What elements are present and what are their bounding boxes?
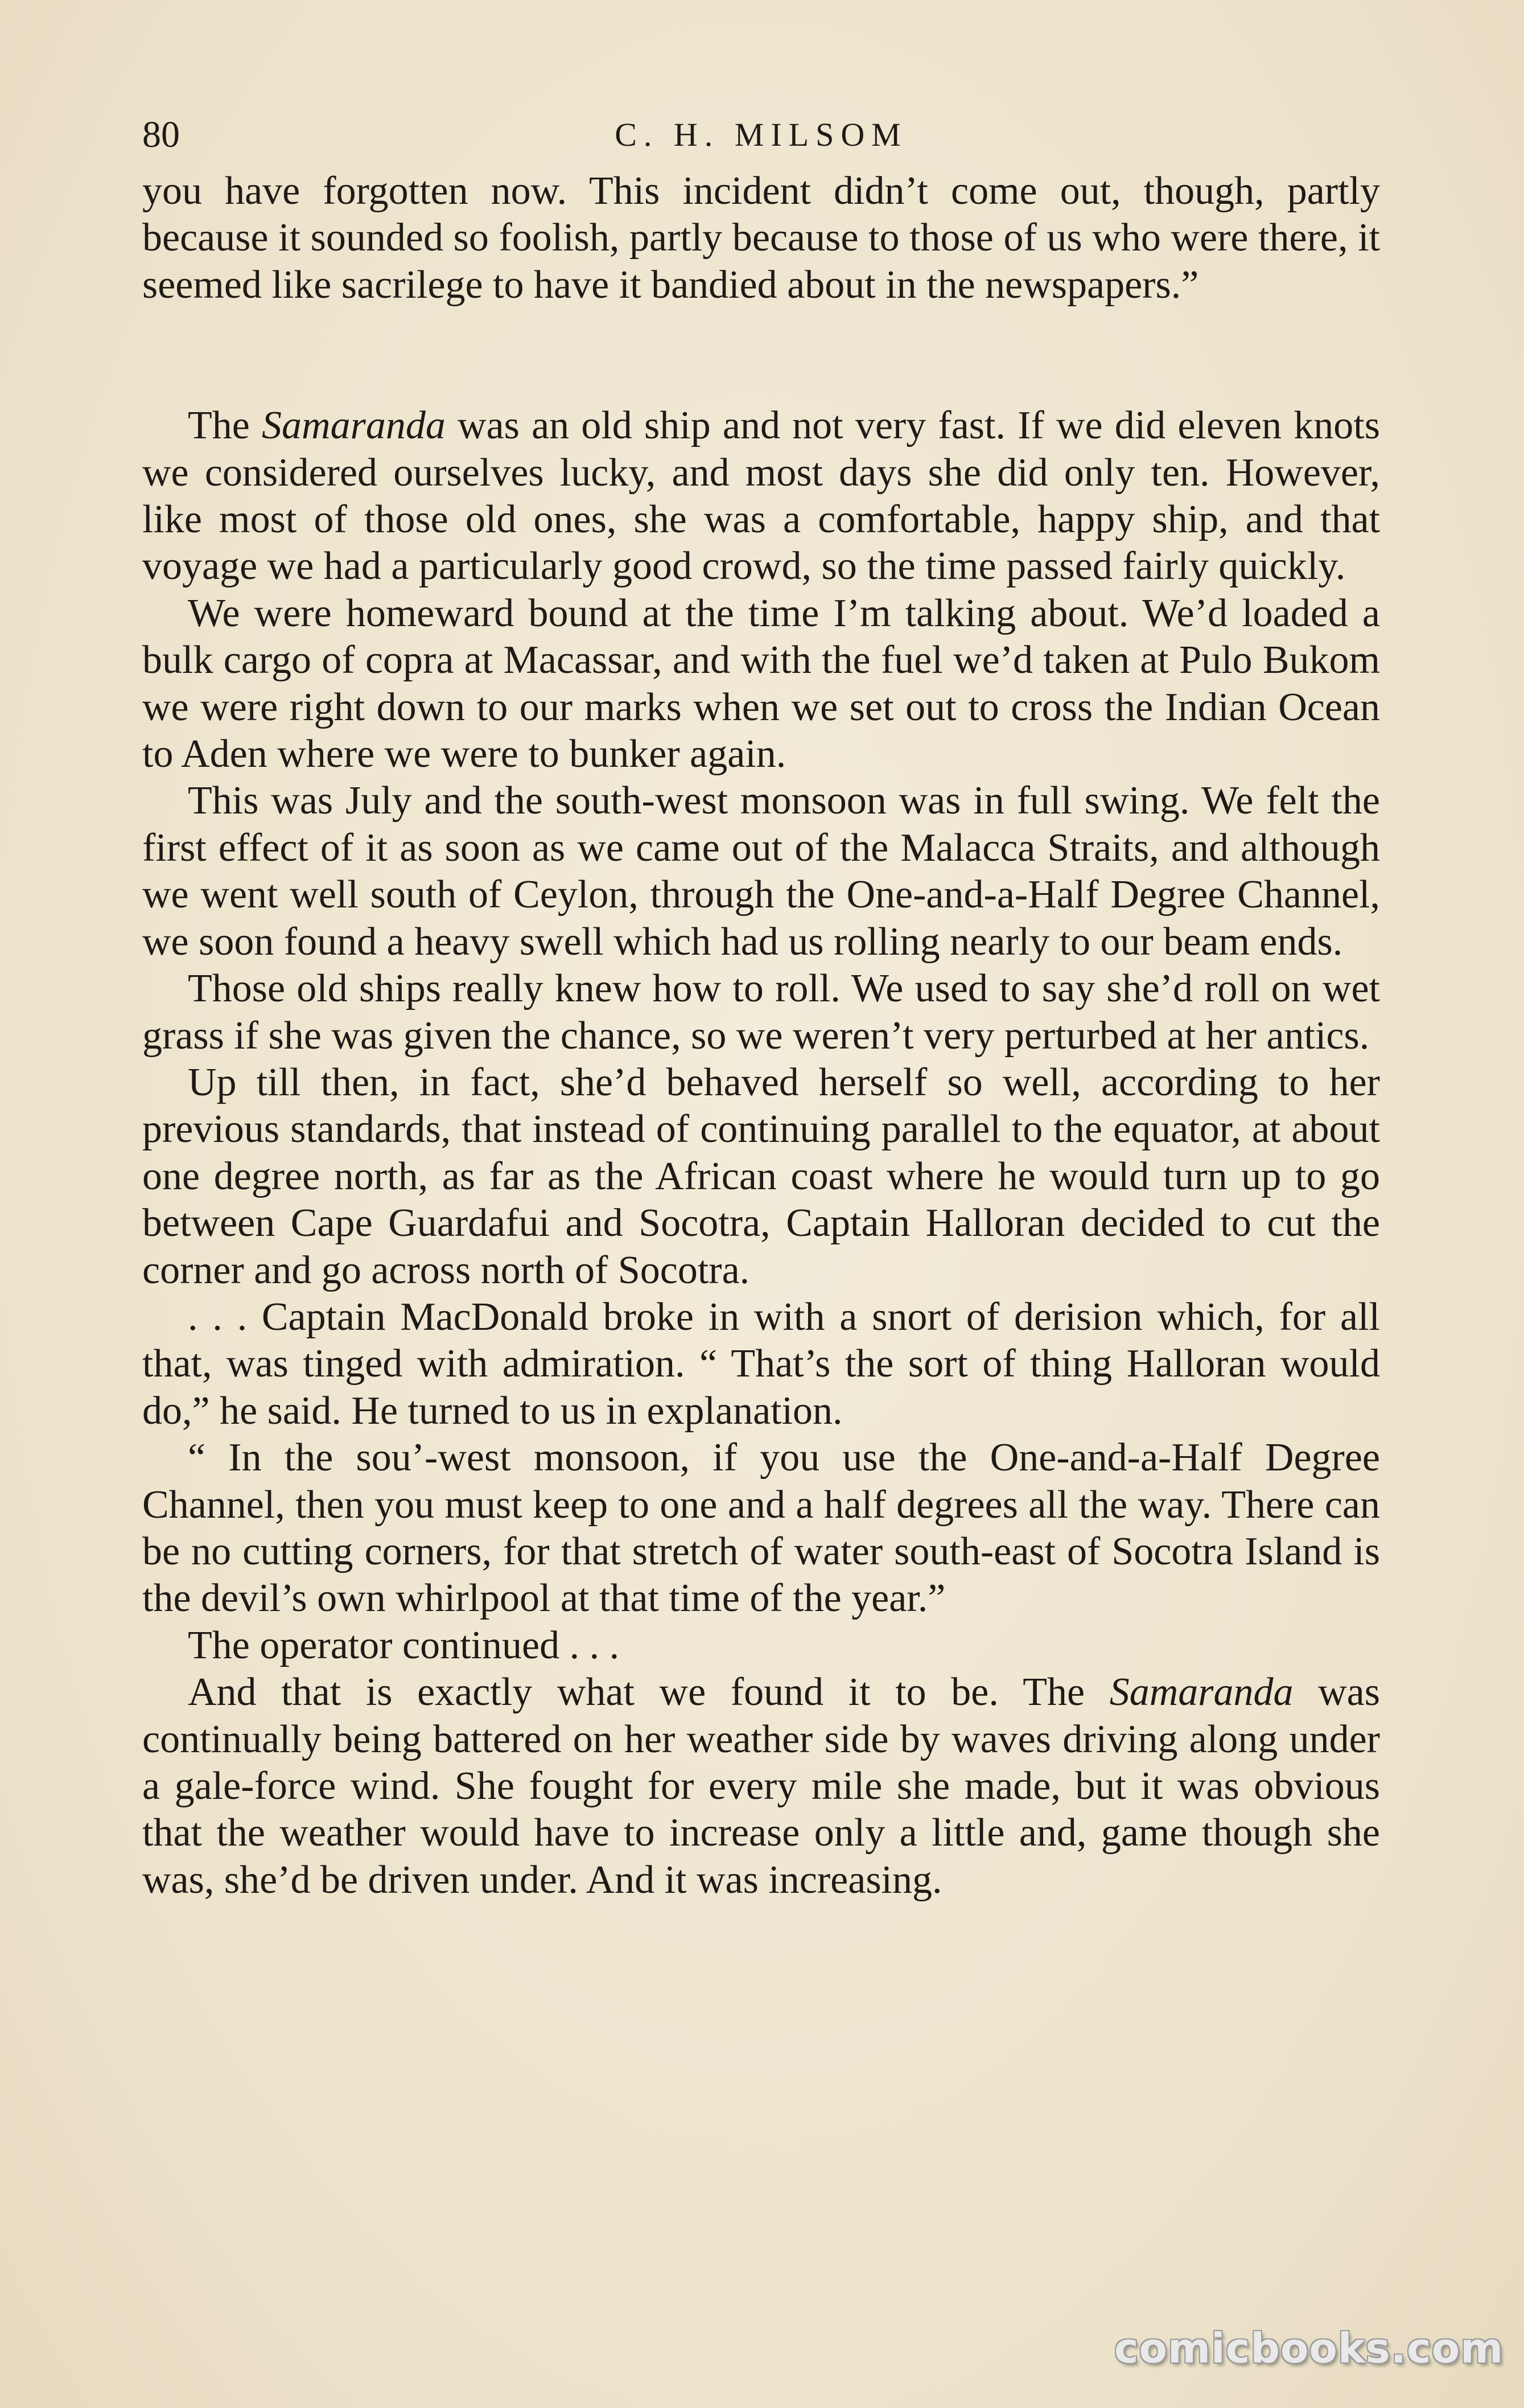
ship-name: Samaranda [1109,1670,1294,1715]
paragraph: And that is exactly what we found it to be. The Samaranda was continually being battered on her weather side by waves driving along under a gale-force wind. She fought for every mile she made, but it was obvious that the weather would have to increase only a little and, game though she was, she’d be driven under. And it was increasing. [142,1670,1380,1902]
watermark-logo: comicbooks.com [1114,2324,1504,2372]
paragraph: The Samaranda was an old ship and not very fast. If we did eleven knots we considered ourselves lucky, and most days she did only ten. However, like most of those old ones, she was a comfortable, happy ship, and that voyage we had a particularly good crowd, so the time passed fairly quickly. [142,404,1380,589]
paragraph: The operator continued . . . [188,1623,620,1667]
body-text [142,168,1380,1904]
page-header [142,109,1380,161]
paragraph: you have forgotten now. This incident didn’t come out, though, partly because it sounded so foolish, partly because to those of us who were there, it seemed like sacrilege to have it bandied about in the newspapers.” [142,169,1380,307]
paragraph: . . . Captain MacDonald broke in with a snort of derision which, for all that, was tinged with admiration. “ That’s the sort of thing Halloran would do,” he said. He turned to us in explanation. [142,1295,1380,1433]
paragraph: “ In the sou’-west monsoon, if you use the One-and-a-Half Degree Channel, then you must keep to one and a half degrees all the way. There can be no cutting corners, for that stretch of water south-east of Socotra Island is the devil’s own whirlpool at that time of the year.” [142,1436,1380,1621]
paragraph: Those old ships really knew how to roll. We used to say she’d roll on wet grass if she was given the chance, so we weren’t very perturbed at her antics. [142,967,1380,1058]
paragraph: We were homeward bound at the time I’m talking about. We’d loaded a bulk cargo of copra at Macassar, and with the fuel we’d taken at Pulo Bukom we were right down to our marks when we set out to cross the Indian Ocean to Aden where we were to bunker again. [142,591,1380,776]
page-number: 80 [142,114,180,155]
ship-name: Samaranda [262,404,446,448]
paragraph: Up till then, in fact, she’d behaved herself so well, according to her previous standards, that instead of continuing parallel to the equator, at about one degree north, as far as the African coast where he would turn up to go between Cape Guardafui and Socotra, Captain Halloran decided to cut the corner and go across north of Socotra. [142,1060,1380,1292]
running-head-author: C. H. MILSOM [615,116,908,153]
paragraph: This was July and the south-west monsoon was in full swing. We felt the first effect of it as soon as we came out of the Malacca Straits, and although we went well south of Ceylon, through the One-and-a-Half Degree Channel, we soon found a heavy swell which had us rolling nearly to our beam ends. [142,779,1380,964]
